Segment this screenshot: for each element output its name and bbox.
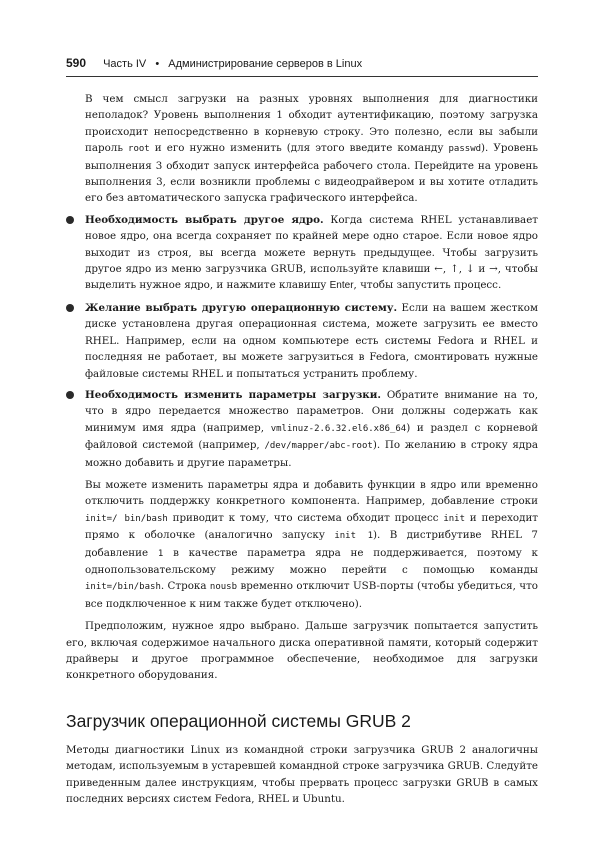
intro-paragraph: В чем смысл загрузки на разных уровнях выполнения для диагностики неполадок? Уровень выполнения 1 обходит аутентификацию, поэтому загрузка происходит непосредственно в корневую строку. Это полезно, если вы забыли пароль root и его нужно изменить (для этого введите команду passwd). Уровень выполнения 3 обходит запуск интерфейса рабочего стола. Перейдите на уровень выполнения 3, если возникли проблемы с видеодрайвером и вы хотите отладить его без автоматического запуска графического интерфейса.	[85, 93, 539, 205]
inline-code: init=/ bin/bash	[85, 513, 168, 524]
bullet-icon	[66, 216, 74, 224]
list-item-continuation: Вы можете изменить параметры ядра и добавить функции в ядро или временно отключить поддержку конкретного компонента. Например, добавление строки init=/ bin/bash приводит к тому, что система обходит процесс init и переходит прямо к оболочке (аналогично запуску init 1). В дистрибутиве RHEL 7 добавление 1 в качестве параметра ядра не поддерживается, поэтому к однопользовательскому режиму можно перейти с помощью команды init=/bin/bash. Строка nousb временно отключит USB-порты (чтобы убедиться, что все подключенное к ним также будет отключено).	[85, 478, 538, 610]
inline-code: 1	[157, 548, 164, 559]
list-item-lead: Необходимость изменить параметры загрузки.	[85, 388, 381, 401]
key-name: Enter	[329, 280, 354, 292]
inline-code: init 1	[334, 531, 373, 542]
bullet-icon	[66, 304, 74, 312]
section-heading: Загрузчик операционной системы GRUB 2	[66, 710, 411, 731]
header-rule	[66, 76, 538, 77]
list-item	[66, 212, 538, 295]
running-header	[66, 56, 538, 74]
list-item-text: Необходимость изменить параметры загрузки. Обратите внимание на то, что в ядро передается множество параметров. Они должны содержать как минимум имя ядра (например, vmlinuz-2.6.32.el6.x86_64) и раздел с корневой файловой системой (например, /dev/mapper/abc-root). По желанию в строку ядра можно добавить и другие параметры.	[85, 388, 538, 469]
list-item-text: Необходимость выбрать другое ядро. Когда система RHEL устанавливает новое ядро, она всегда сохраняет по крайней мере одно старое. Если новое ядро выходит из строя, вы всегда можете вернуть предыдущее. Чтобы загрузить другое ядро из меню загрузчика GRUB, используйте клавиши ←, ↑, ↓ и →, чтобы выделить нужное ядро, и нажмите клавишу Enter, чтобы запустить процесс.	[85, 213, 538, 292]
inline-code: /dev/mapper/abc-root	[264, 441, 373, 452]
inline-code: vmlinuz-2.6.32.el6.x86_64	[270, 423, 407, 434]
chapter-title: Администрирование серверов в Linux	[168, 58, 363, 70]
list-item-lead: Желание выбрать другую операционную систему.	[85, 301, 398, 314]
inline-code: nousb	[209, 582, 238, 593]
page-number: 590	[66, 56, 87, 70]
inline-code: passwd	[448, 144, 482, 155]
bullet-icon	[66, 391, 74, 399]
inline-code: root	[128, 144, 150, 155]
inline-code: init	[443, 513, 465, 524]
list-item-text: Желание выбрать другую операционную систему. Если на вашем жестком диске установлена другая операционная система, можете загрузить ее вместо RHEL. Например, если на одном компьютере есть системы Fedora и RHEL и последняя не работает, вы можете загрузиться в Fedora, смонтировать нужные файловые системы RHEL и попытаться устранить проблему.	[85, 301, 538, 380]
list-item-lead: Необходимость выбрать другое ядро.	[85, 213, 324, 226]
header-separator: •	[155, 58, 160, 70]
part-label: Часть IV	[103, 58, 147, 70]
inline-code: init=/bin/bash	[85, 582, 161, 593]
body-paragraph: Предположим, нужное ядро выбрано. Дальше загрузчик попытается запустить его, включая содержимое начального диска оперативной памяти, который содержит драйверы и другое программное обеспечение, необходимое для загрузки конкретного оборудования.	[66, 620, 538, 682]
section-paragraph: Методы диагностики Linux из командной строки загрузчика GRUB 2 аналогичны методам, используемым в устаревшей командной строке загрузчика GRUB. Следуйте приведенным далее инструкциям, чтобы прервать процесс загрузки GRUB в самых последних версиях систем Fedora, RHEL и Ubuntu.	[66, 743, 538, 806]
list-item	[66, 300, 538, 382]
list-item	[66, 387, 538, 471]
page-body	[66, 91, 538, 807]
